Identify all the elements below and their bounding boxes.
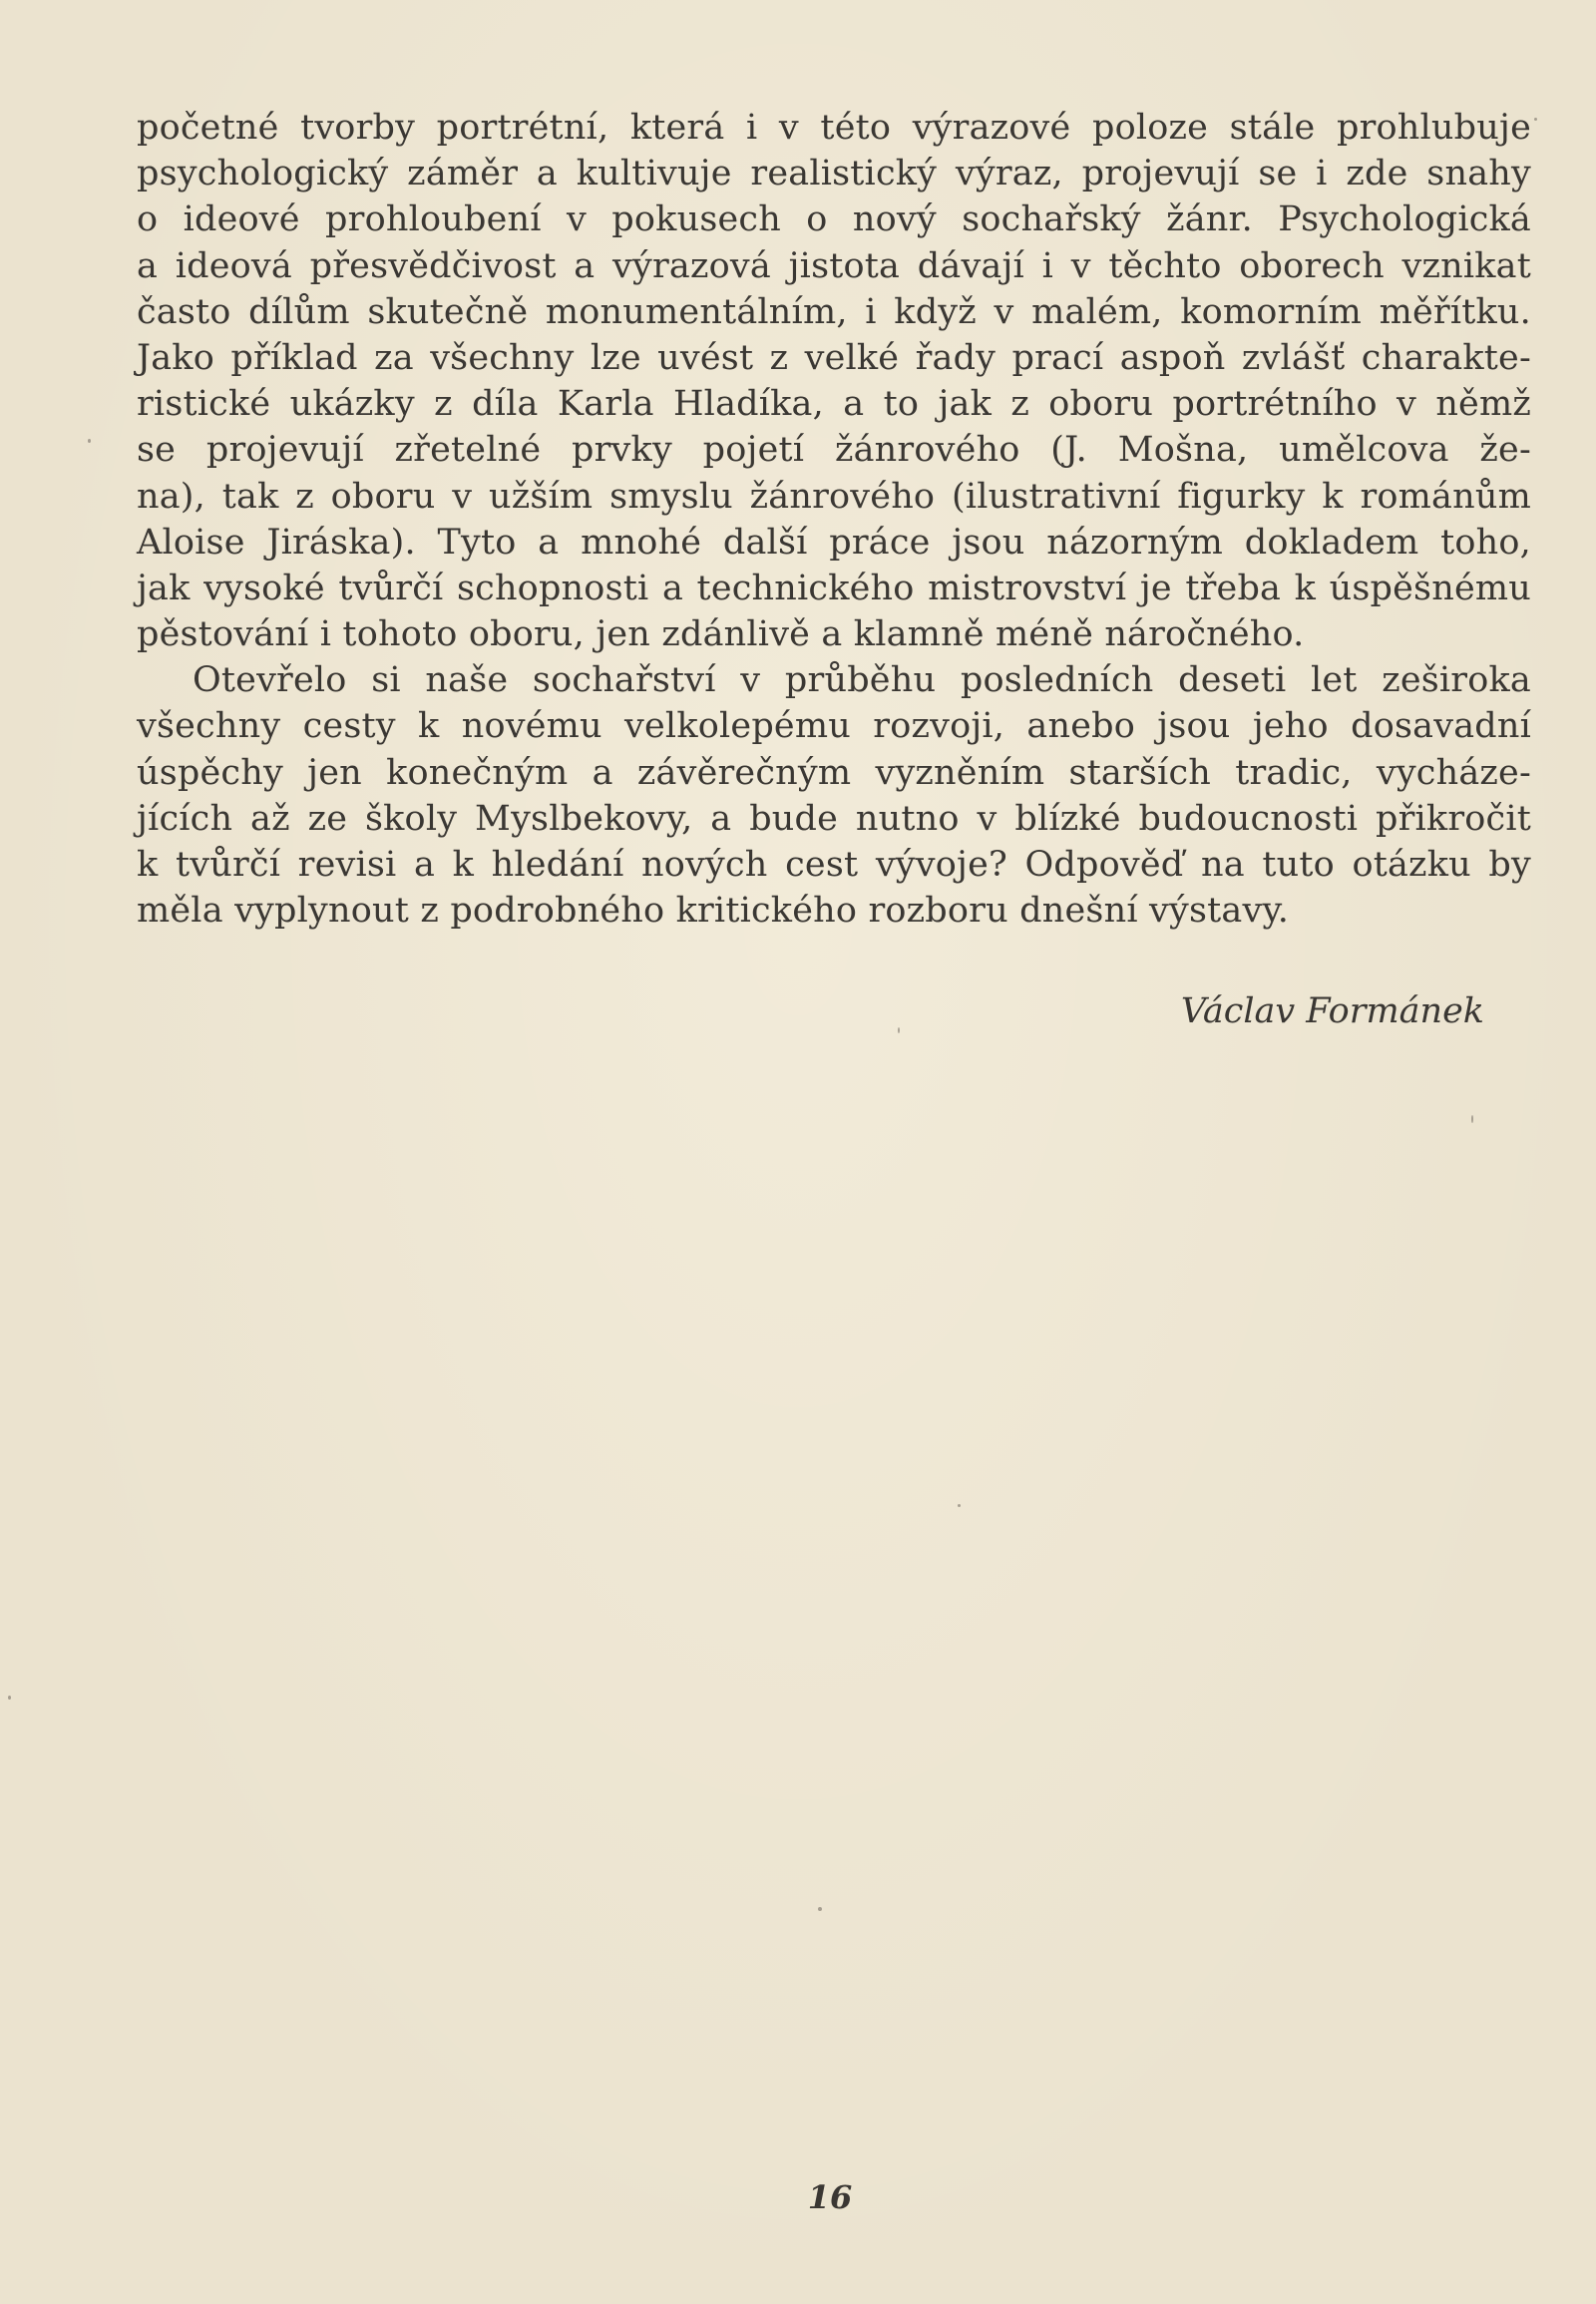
- text-line: pěstování i tohoto oboru, jen zdánlivě a klamně méně náročného.: [137, 614, 1305, 655]
- text-line: úspěchy jen konečným a závěrečným vyzněním starších tradic, vycháze-: [137, 752, 1531, 793]
- text-line: často dílům skutečně monumentálním, i když v malém, komorním měřítku.: [137, 291, 1531, 332]
- text-line: psychologický záměr a kultivuje realistický výraz, projevují se i zde snahy: [137, 154, 1531, 194]
- paper-speck: [1471, 1115, 1473, 1123]
- text-line: měla vyplynout z podrobného kritického rozboru dnešní výstavy.: [137, 891, 1290, 932]
- paper-speck: [88, 439, 91, 443]
- paper-speck: [1534, 118, 1537, 121]
- text-line: o ideové prohloubení v pokusech o nový sochařský žánr. Psychologická: [137, 199, 1531, 240]
- text-line: k tvůrčí revisi a k hledání nových cest vývoje? Odpověď na tuto otázku by: [137, 845, 1531, 885]
- text-line: všechny cesty k novému velkolepému rozvoji, anebo jsou jeho dosavadní: [137, 706, 1531, 747]
- text-line: Aloise Jiráska). Tyto a mnohé další práce jsou názorným dokladem toho,: [137, 522, 1531, 563]
- text-line: jících až ze školy Myslbekovy, a bude nutno v blízké budoucnosti přikročit: [137, 798, 1531, 839]
- text-line: Otevřelo si naše sochařství v průběhu posledních deseti let zeširoka: [193, 660, 1531, 701]
- text-line: na), tak z oboru v užším smyslu žánrového (ilustrativní figurky k románům: [137, 476, 1531, 517]
- author-signature: Václav Formánek: [1180, 991, 1484, 1031]
- text-line: a ideová přesvědčivost a výrazová jistota dávají i v těchto oborech vznikat: [137, 245, 1531, 286]
- text-line: ristické ukázky z díla Karla Hladíka, a to jak z oboru portrétního v němž: [137, 384, 1531, 425]
- page-number: 16: [807, 2178, 853, 2216]
- paper-speck: [898, 1027, 900, 1033]
- paper-speck: [958, 1504, 961, 1507]
- text-line: se projevují zřetelné prvky pojetí žánrového (J. Mošna, umělcova že-: [137, 430, 1531, 471]
- body-text: [137, 105, 1531, 934]
- text-line: Jako příklad za všechny lze uvést z velké řady prací aspoň zvlášť charakte-: [137, 337, 1531, 378]
- text-line: početné tvorby portrétní, která i v této výrazové poloze stále prohlubuje: [137, 108, 1531, 148]
- paper-speck: [8, 1696, 11, 1700]
- text-line: jak vysoké tvůrčí schopnosti a technického mistrovství je třeba k úspěšnému: [137, 568, 1531, 608]
- paper-speck: [818, 1907, 822, 1911]
